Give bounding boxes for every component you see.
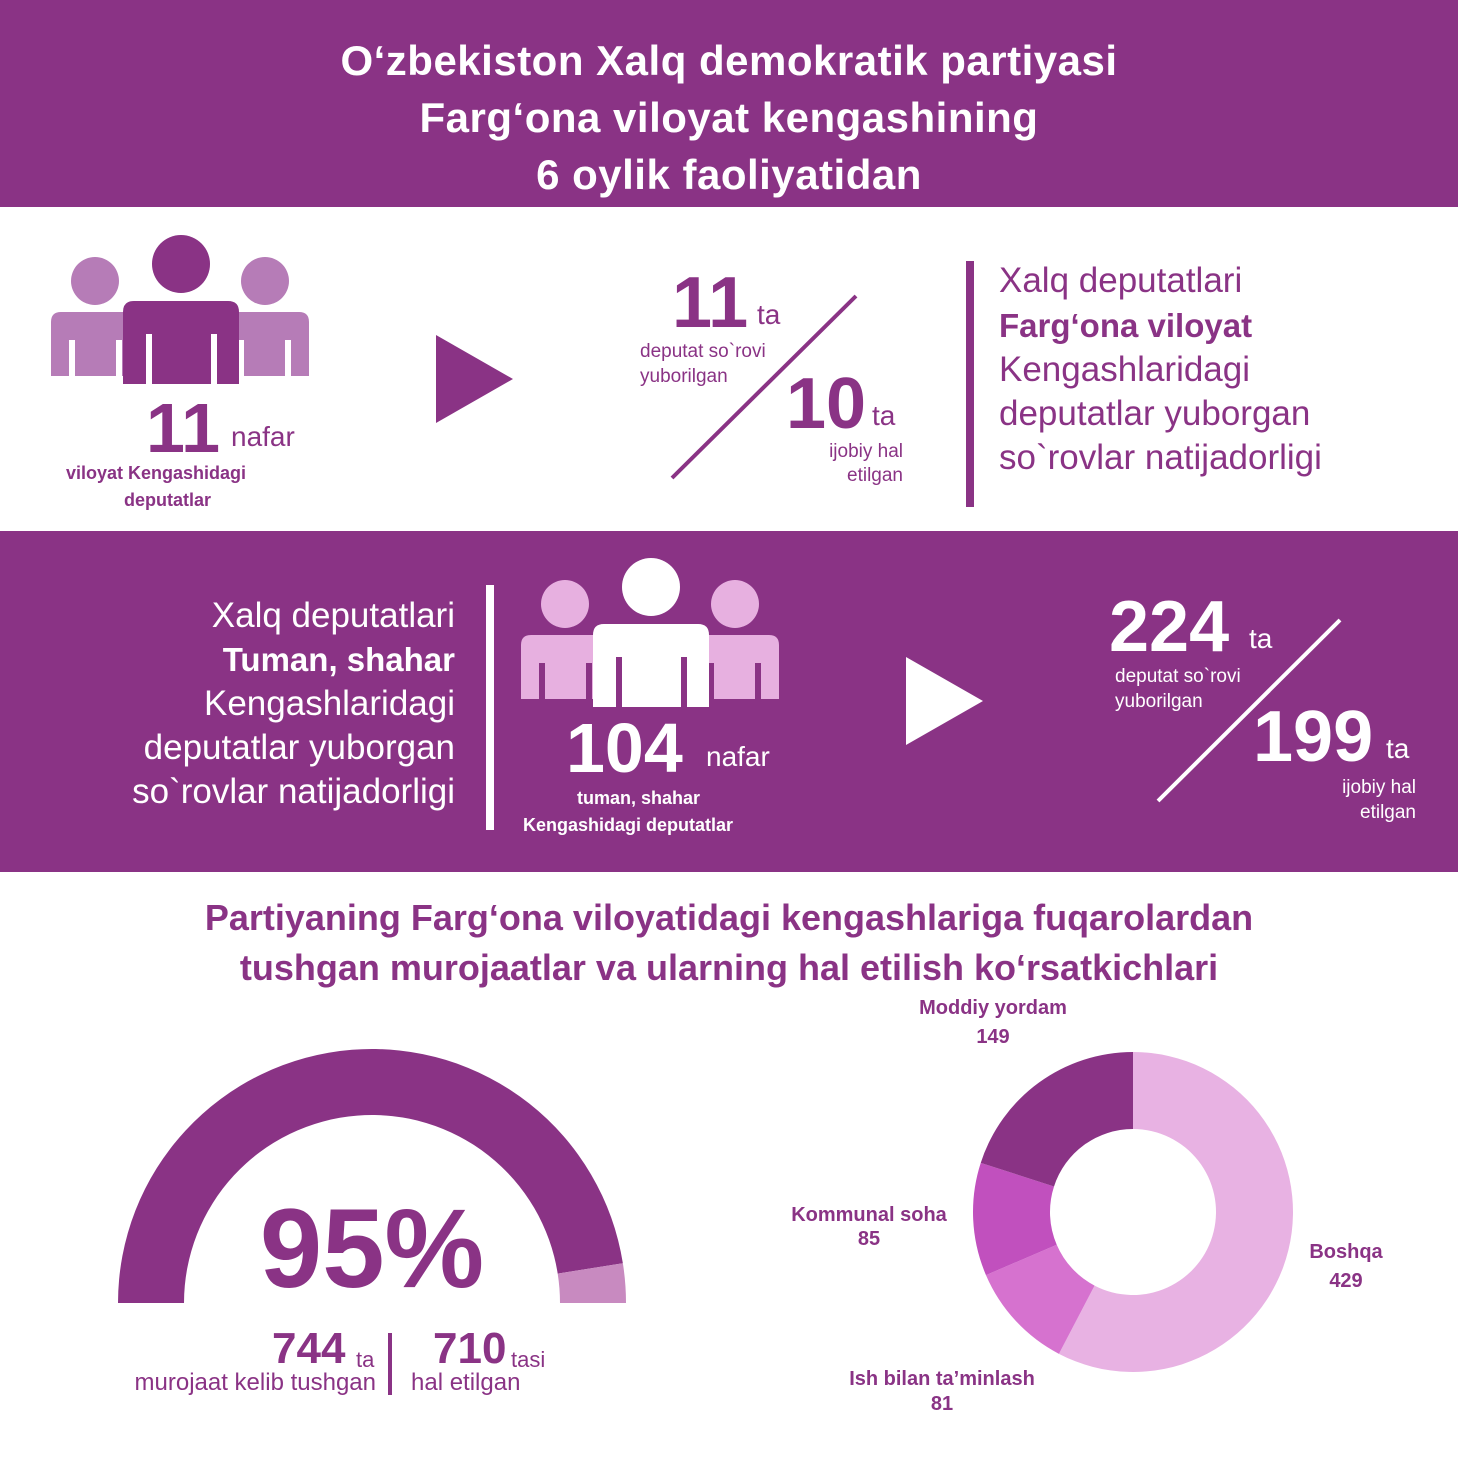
donut-label-ish-name: Ish bilan ta’minlash <box>849 1368 1035 1390</box>
district-desc-3: Kengashlaridagi <box>203 684 455 723</box>
header-line-2: Farg‘ona viloyat kengashining <box>419 94 1039 141</box>
district-desc-5: so`rovlar natijadorligi <box>132 772 455 811</box>
gauge-percent-label: 95% <box>259 1186 485 1311</box>
district-resolved-count: 199 <box>1253 697 1374 777</box>
regional-resolved-unit: ta <box>872 400 896 431</box>
district-desc-2: Tuman, shahar <box>222 641 455 678</box>
regional-deputies-caption-1: viloyat Kengashidagi <box>66 463 247 483</box>
donut-label-boshqa-value: 429 <box>1329 1270 1363 1292</box>
regional-desc-5: so`rovlar natijadorligi <box>999 438 1322 477</box>
appeals-resolved-unit: tasi <box>511 1347 546 1372</box>
donut-label-ish-value: 81 <box>930 1393 954 1415</box>
appeals-resolved-caption: hal etilgan <box>411 1369 521 1396</box>
regional-sent-unit: ta <box>757 299 781 330</box>
regional-deputies-caption-2: deputatlar <box>124 490 212 510</box>
appeals-received-unit: ta <box>356 1347 375 1372</box>
regional-desc-3: Kengashlaridagi <box>999 350 1251 389</box>
regional-deputies-count: 11 <box>146 389 220 467</box>
regional-desc-4: deputatlar yuborgan <box>999 394 1311 433</box>
district-deputies-caption-2: Kengashidagi deputatlar <box>523 815 734 835</box>
header-line-1: O‘zbekiston Xalq demokratik partiyasi <box>340 37 1118 84</box>
district-deputies-caption-1: tuman, shahar <box>577 788 701 808</box>
donut-label-moddiy-name: Moddiy yordam <box>919 997 1067 1019</box>
district-sent-caption-2: yuborilgan <box>1115 691 1203 712</box>
district-resolved-unit: ta <box>1386 733 1410 764</box>
district-desc-4: deputatlar yuborgan <box>143 728 455 767</box>
appeals-title-2: tushgan murojaatlar va ularning hal etilish ko‘rsatkichlari <box>239 947 1219 988</box>
appeals-received-caption: murojaat kelib tushgan <box>134 1369 376 1396</box>
district-resolved-caption-2: etilgan <box>1360 802 1416 823</box>
appeals-received-count: 744 <box>272 1324 346 1373</box>
district-deputies-unit: nafar <box>706 741 770 772</box>
regional-sent-count: 11 <box>672 263 749 343</box>
donut-label-boshqa-name: Boshqa <box>1309 1241 1383 1263</box>
district-resolved-caption-1: ijobiy hal <box>1342 777 1416 798</box>
appeals-title-1: Partiyaning Farg‘ona viloyatidagi kengashlariga fuqarolardan <box>204 897 1254 938</box>
regional-desc-2: Farg‘ona viloyat <box>999 307 1253 344</box>
district-sent-unit: ta <box>1249 623 1273 654</box>
donut-label-moddiy-value: 149 <box>976 1026 1010 1048</box>
donut-label-kommunal-name: Kommunal soha <box>791 1204 947 1226</box>
regional-resolved-caption-2: etilgan <box>847 465 903 486</box>
regional-resolved-count: 10 <box>786 364 867 444</box>
district-sent-count: 224 <box>1109 587 1230 667</box>
district-deputies-count: 104 <box>566 709 683 787</box>
donut-label-kommunal-value: 85 <box>857 1228 881 1250</box>
regional-sent-caption-1: deputat so`rovi <box>640 341 766 362</box>
district-sent-caption-1: deputat so`rovi <box>1115 666 1241 687</box>
regional-desc-1: Xalq deputatlari <box>999 261 1243 300</box>
regional-deputies-unit: nafar <box>231 421 295 452</box>
district-desc-1: Xalq deputatlari <box>211 596 455 635</box>
regional-resolved-caption-1: ijobiy hal <box>829 441 903 462</box>
regional-sent-caption-2: yuborilgan <box>640 366 728 387</box>
appeals-resolved-count: 710 <box>433 1324 507 1373</box>
header-line-3: 6 oylik faoliyatidan <box>536 151 922 198</box>
donut-slice-3 <box>981 1052 1133 1186</box>
